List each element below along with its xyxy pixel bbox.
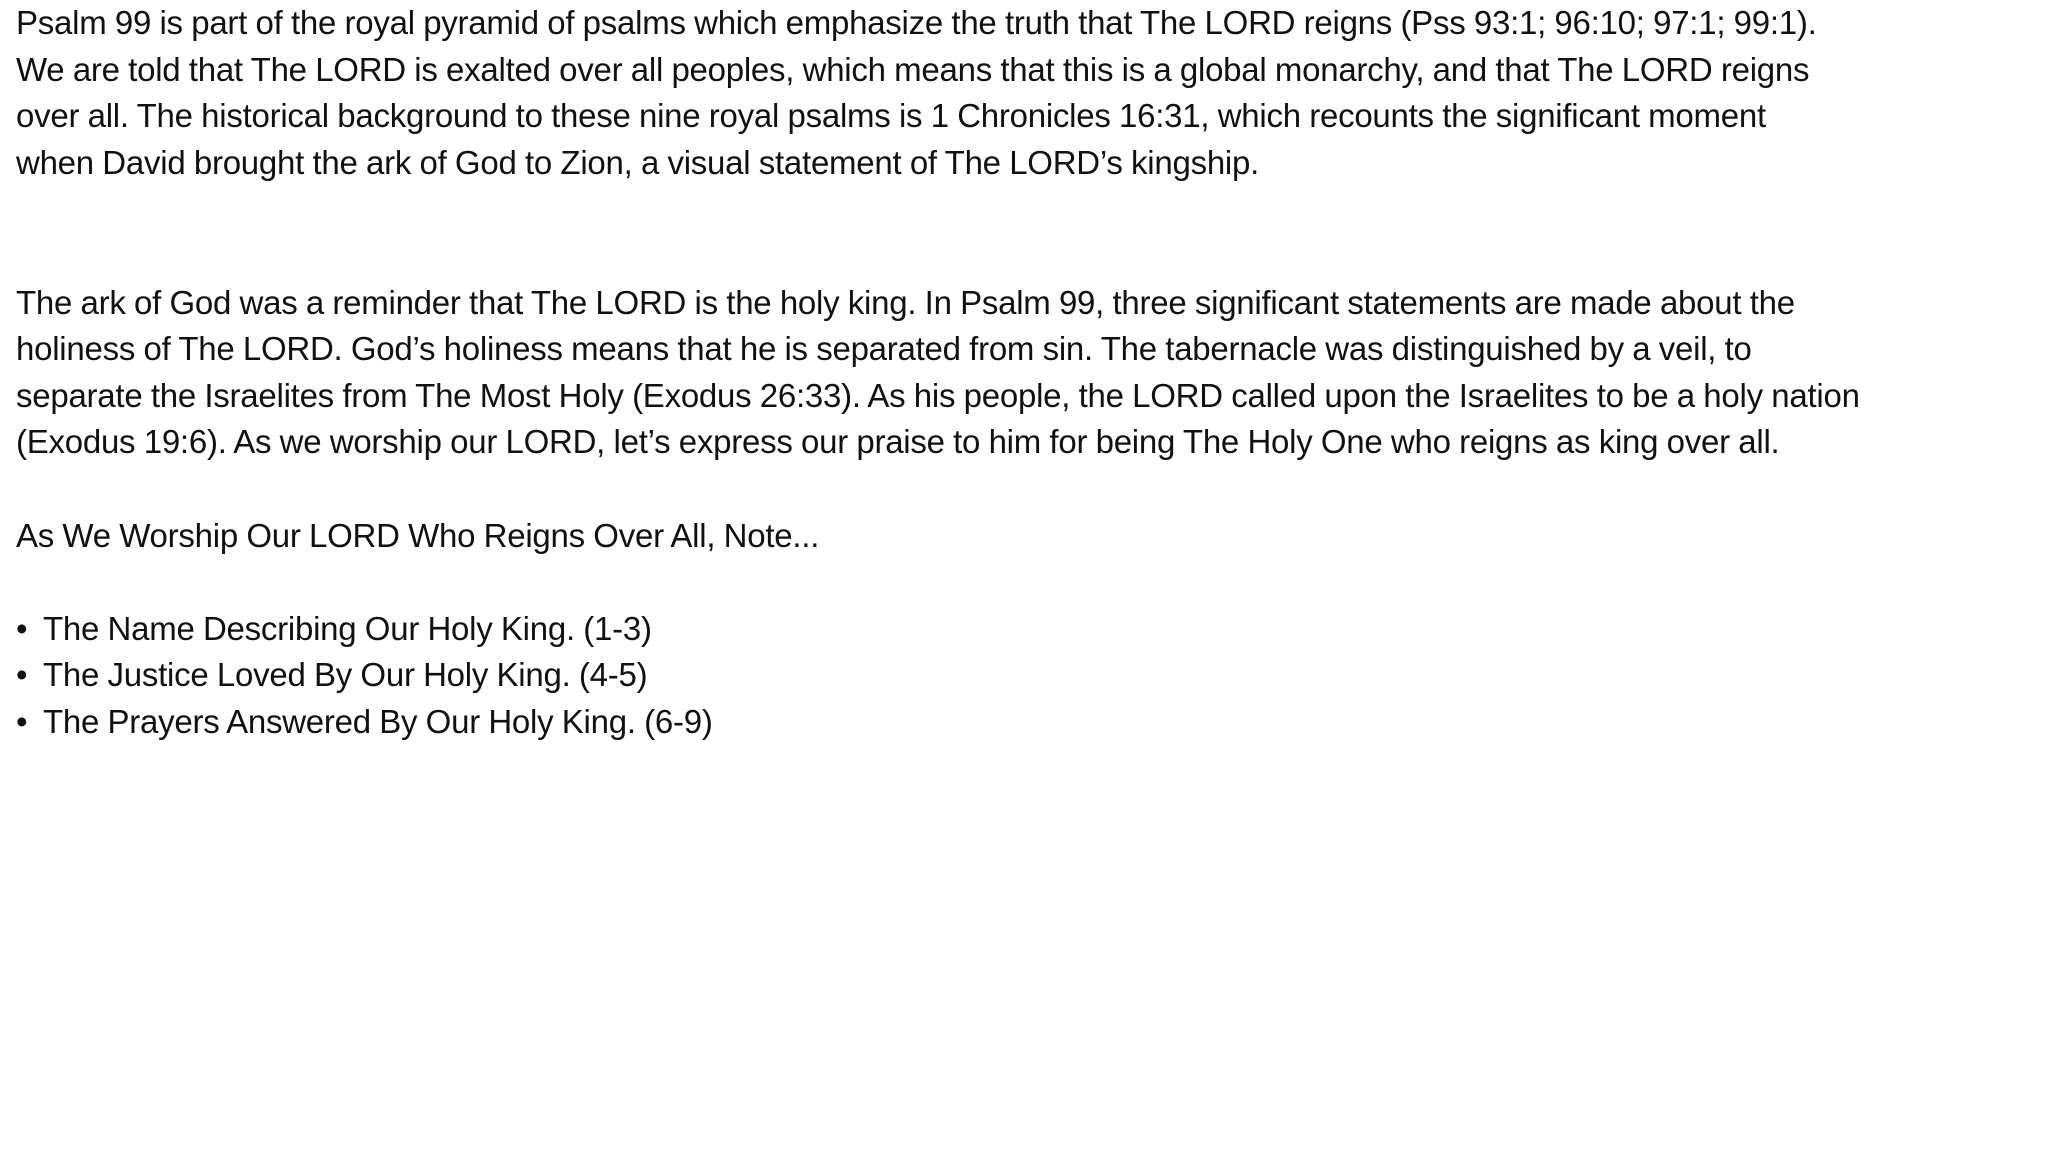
paragraph-line: separate the Israelites from The Most Holy (Exodus 26:33). As his people, the LORD called upon the Israelites to be a holy nation xyxy=(16,376,1860,414)
paragraph-line: The ark of God was a reminder that The LORD is the holy king. In Psalm 99, three significant statements are made about the xyxy=(16,283,1795,321)
outline-item xyxy=(16,652,2042,699)
paragraph-line: holiness of The LORD. God’s holiness means that he is separated from sin. The tabernacle was distinguished by a veil, to xyxy=(16,330,1752,368)
outline-item-text: The Justice Loved By Our Holy King. (4-5) xyxy=(43,656,648,694)
holiness-paragraph xyxy=(16,280,2042,466)
bullet-icon: • xyxy=(16,702,28,740)
paragraph-line: when David brought the ark of God to Zion, a visual statement of The LORD’s kingship. xyxy=(16,143,1260,181)
outline-item-text: The Prayers Answered By Our Holy King. (6-9) xyxy=(43,702,713,740)
outline-heading xyxy=(16,513,2042,560)
blank-line xyxy=(16,186,2042,233)
outline-heading-text: As We Worship Our LORD Who Reigns Over All, Note... xyxy=(16,516,820,554)
outline-item xyxy=(16,699,2042,746)
paragraph-line: Psalm 99 is part of the royal pyramid of psalms which emphasize the truth that The LORD reigns (Pss 93:1; 96:10; 97:1; 99:1). xyxy=(16,4,1817,41)
outline-list xyxy=(16,606,2042,746)
paragraph-line: (Exodus 19:6). As we worship our LORD, let’s express our praise to him for being The Holy One who reigns as king over all. xyxy=(16,423,1780,461)
outline-item xyxy=(16,606,2042,653)
blank-line xyxy=(16,233,2042,280)
blank-line xyxy=(16,559,2042,606)
blank-line xyxy=(16,466,2042,513)
bullet-icon: • xyxy=(16,656,28,694)
document-page xyxy=(16,0,2042,746)
paragraph-line: over all. The historical background to these nine royal psalms is 1 Chronicles 16:31, which recounts the significant moment xyxy=(16,97,1766,135)
intro-paragraph xyxy=(16,0,2042,186)
outline-item-text: The Name Describing Our Holy King. (1-3) xyxy=(43,609,652,647)
paragraph-line: We are told that The LORD is exalted over all peoples, which means that this is a global monarchy, and that The LORD reigns xyxy=(16,50,1810,88)
bullet-icon: • xyxy=(16,609,28,647)
